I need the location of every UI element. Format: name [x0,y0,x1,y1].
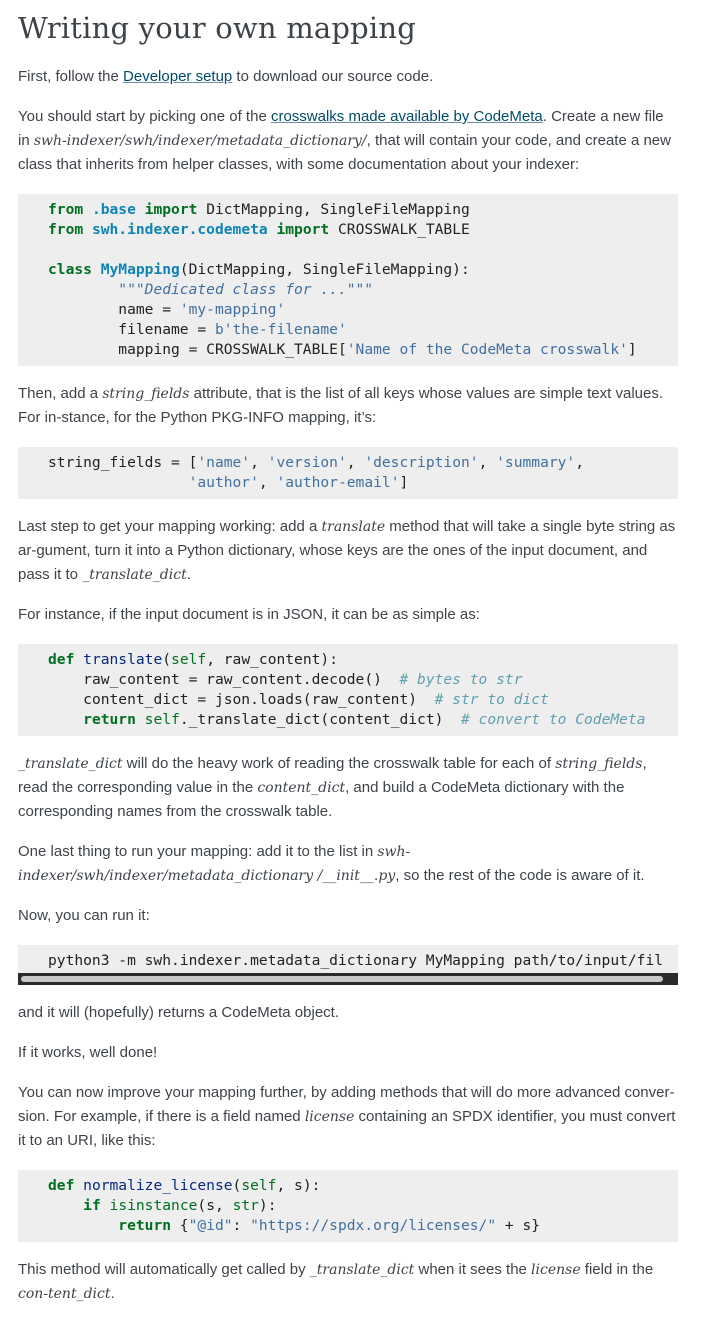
code-term: _translate_dict [18,756,123,772]
path-text: swh-indexer/swh/indexer/metadata_dictionary /__init__.py [18,844,411,884]
text: One last thing to run your mapping: add it to the list in [18,843,378,860]
document-content [18,0,678,1306]
text: field in the [580,1261,654,1278]
function-name: normalize_license [83,1177,233,1194]
text: , read the corresponding value in the [18,755,647,796]
code-text: { [171,1217,189,1234]
builtin: self [144,711,180,728]
code-text: ] [399,474,409,491]
text: attribute, that is the list of all keys whose values are simple text values. For in-stance, for the Python PKG-INFO mapping, it’s: [18,385,664,426]
keyword: def [48,651,75,668]
code-term: con-tent_dict [18,1286,111,1302]
paragraph-auto-called [18,1258,678,1306]
paragraph-developer-setup [18,65,678,89]
module-name: .base [91,201,136,218]
keyword: if [83,1197,101,1214]
text: , so the rest of the code is aware of it. [395,867,645,884]
code-text: string_fields = [ [48,454,198,471]
code-block-mapping-class [18,194,678,366]
code-text: content_dict = json.loads(raw_content) [83,691,435,708]
string-literal: 'my-mapping' [179,301,286,318]
code-text: ._translate_dict(content_dict) [179,711,461,728]
code-block-normalize-license: def normalize_license(self, s): if isinstance(s, str): return {"@id": "https://spdx.org/licenses/" + s} [18,1170,678,1242]
code-text: , s): [276,1177,321,1194]
code-text: ] [627,341,637,358]
code-text: : [232,1217,251,1234]
code-text: DictMapping, SingleFileMapping [206,201,470,218]
code-text: ): [258,1197,277,1214]
page-title: Writing your own mapping [18,11,417,45]
paragraph-translate-dict [18,752,678,824]
paragraph-improve [18,1081,678,1153]
code-term: content_dict [257,780,346,796]
text: . [110,1285,115,1302]
paragraph-returns: and it will (hopefully) returns a CodeMeta object. [18,1004,339,1021]
text: , and build a CodeMeta dictionary with the corresponding names from the crosswalk table. [18,779,625,820]
code-term: license [531,1262,581,1278]
text: You should start by picking one of the [18,108,271,125]
crosswalks-link[interactable]: crosswalks made available by CodeMeta [270,108,543,125]
string-literal: 'description' [364,454,479,471]
builtin: str [232,1197,259,1214]
paragraph-string-fields [18,382,678,430]
code-text: mapping = CROSSWALK_TABLE[ [118,341,347,358]
paragraph-json-example: For instance, if the input document is in JSON, it can be as simple as: [18,606,480,623]
code-text: python3 -m swh.indexer.metadata_dictionary MyMapping path/to/input/fil [48,952,664,969]
code-block-run-command [18,945,678,985]
keyword: import [144,201,198,218]
paragraph-well-done: If it works, well done! [18,1044,158,1061]
string-literal: 'name' [197,454,251,471]
text: . [186,566,191,583]
horizontal-scrollbar[interactable] [18,973,678,985]
module-name: swh.indexer.codemeta [91,221,268,238]
code-block-string-fields: string_fields = ['name', 'version', 'description', 'summary', 'author', 'author-email'] [18,447,678,499]
string-literal: "https://spdx.org/licenses/" [250,1217,497,1234]
code-term: translate [321,519,386,535]
code-text: CROSSWALK_TABLE [338,221,470,238]
paragraph-crosswalks [18,105,678,177]
keyword: def [48,1177,75,1194]
text: . Create a new file in [18,108,664,149]
code-block-translate: def translate(self, raw_content): raw_content = raw_content.decode() # bytes to str content_dict = json.loads(raw_content) # str to dict return self._translate_dict(content_dict) # convert to CodeMeta [18,644,678,736]
code-term: string_fields [102,386,190,402]
string-literal: b'the-filename' [214,321,347,338]
string-literal: 'version' [267,454,347,471]
docstring: """Dedicated class for ...""" [118,281,374,298]
builtin: isinstance [109,1197,198,1214]
builtin: self [241,1177,277,1194]
code-text: (DictMapping, SingleFileMapping): [179,261,470,278]
code-term: _translate_dict [309,1262,415,1278]
string-literal: 'author' [188,474,259,491]
code-comment: # str to dict [434,691,549,708]
text: when it sees the [414,1261,532,1278]
code-term: license [304,1109,355,1125]
paragraph-init-list [18,840,678,888]
string-literal: 'Name of the CodeMeta crosswalk' [346,341,628,358]
code-comment: # bytes to str [399,671,523,688]
string-literal: 'summary' [496,454,576,471]
text: to download our source code. [232,68,434,85]
developer-setup-link[interactable]: Developer setup [123,68,233,85]
text: Then, add a [18,385,103,402]
function-name: translate [83,651,163,668]
text: containing an SPDX identifier, you must convert it to an URI, like this: [18,1108,676,1149]
code-comment: # convert to CodeMeta [461,711,646,728]
code-text: (s, [197,1197,233,1214]
text: You can now improve your mapping further, by adding methods that will do more advanced conver-sion. For example, if there is a field named [18,1084,675,1125]
builtin: self [171,651,207,668]
path-text: swh-indexer/swh/indexer/metadata_dictionary/ [33,133,367,149]
keyword: import [276,221,330,238]
text: This method will automatically get called by [18,1261,310,1278]
text: method that will take a single byte string as ar-gument, turn it into a Python dictionary, whose keys are the ones of the input document, and pass it to [18,518,676,583]
paragraph-run-it: Now, you can run it: [18,907,150,924]
code-text: raw_content = raw_content.decode() [83,671,400,688]
keyword: from [48,201,84,218]
text: , that will contain your code, and create a new class that inherits from helper classes, with some documentation about your indexer: [18,132,671,173]
code-text: , raw_content): [206,651,338,668]
code-term: _translate_dict [82,567,187,583]
keyword: from [48,221,84,238]
keyword: return [83,711,136,728]
string-literal: "@id" [188,1217,233,1234]
code-text: filename = [118,321,215,338]
keyword: class [48,261,92,278]
code-term: string_fields [555,756,643,772]
code-text: + s} [496,1217,541,1234]
code-text: name = [118,301,180,318]
keyword: return [118,1217,172,1234]
class-name: MyMapping [100,261,180,278]
text: will do the heavy work of reading the crosswalk table for each of [122,755,556,772]
scrollbar-thumb[interactable] [21,976,663,982]
paragraph-translate [18,515,678,587]
text: Last step to get your mapping working: add a [18,518,322,535]
string-literal: 'author-email' [276,474,400,491]
text: First, follow the [18,68,124,85]
